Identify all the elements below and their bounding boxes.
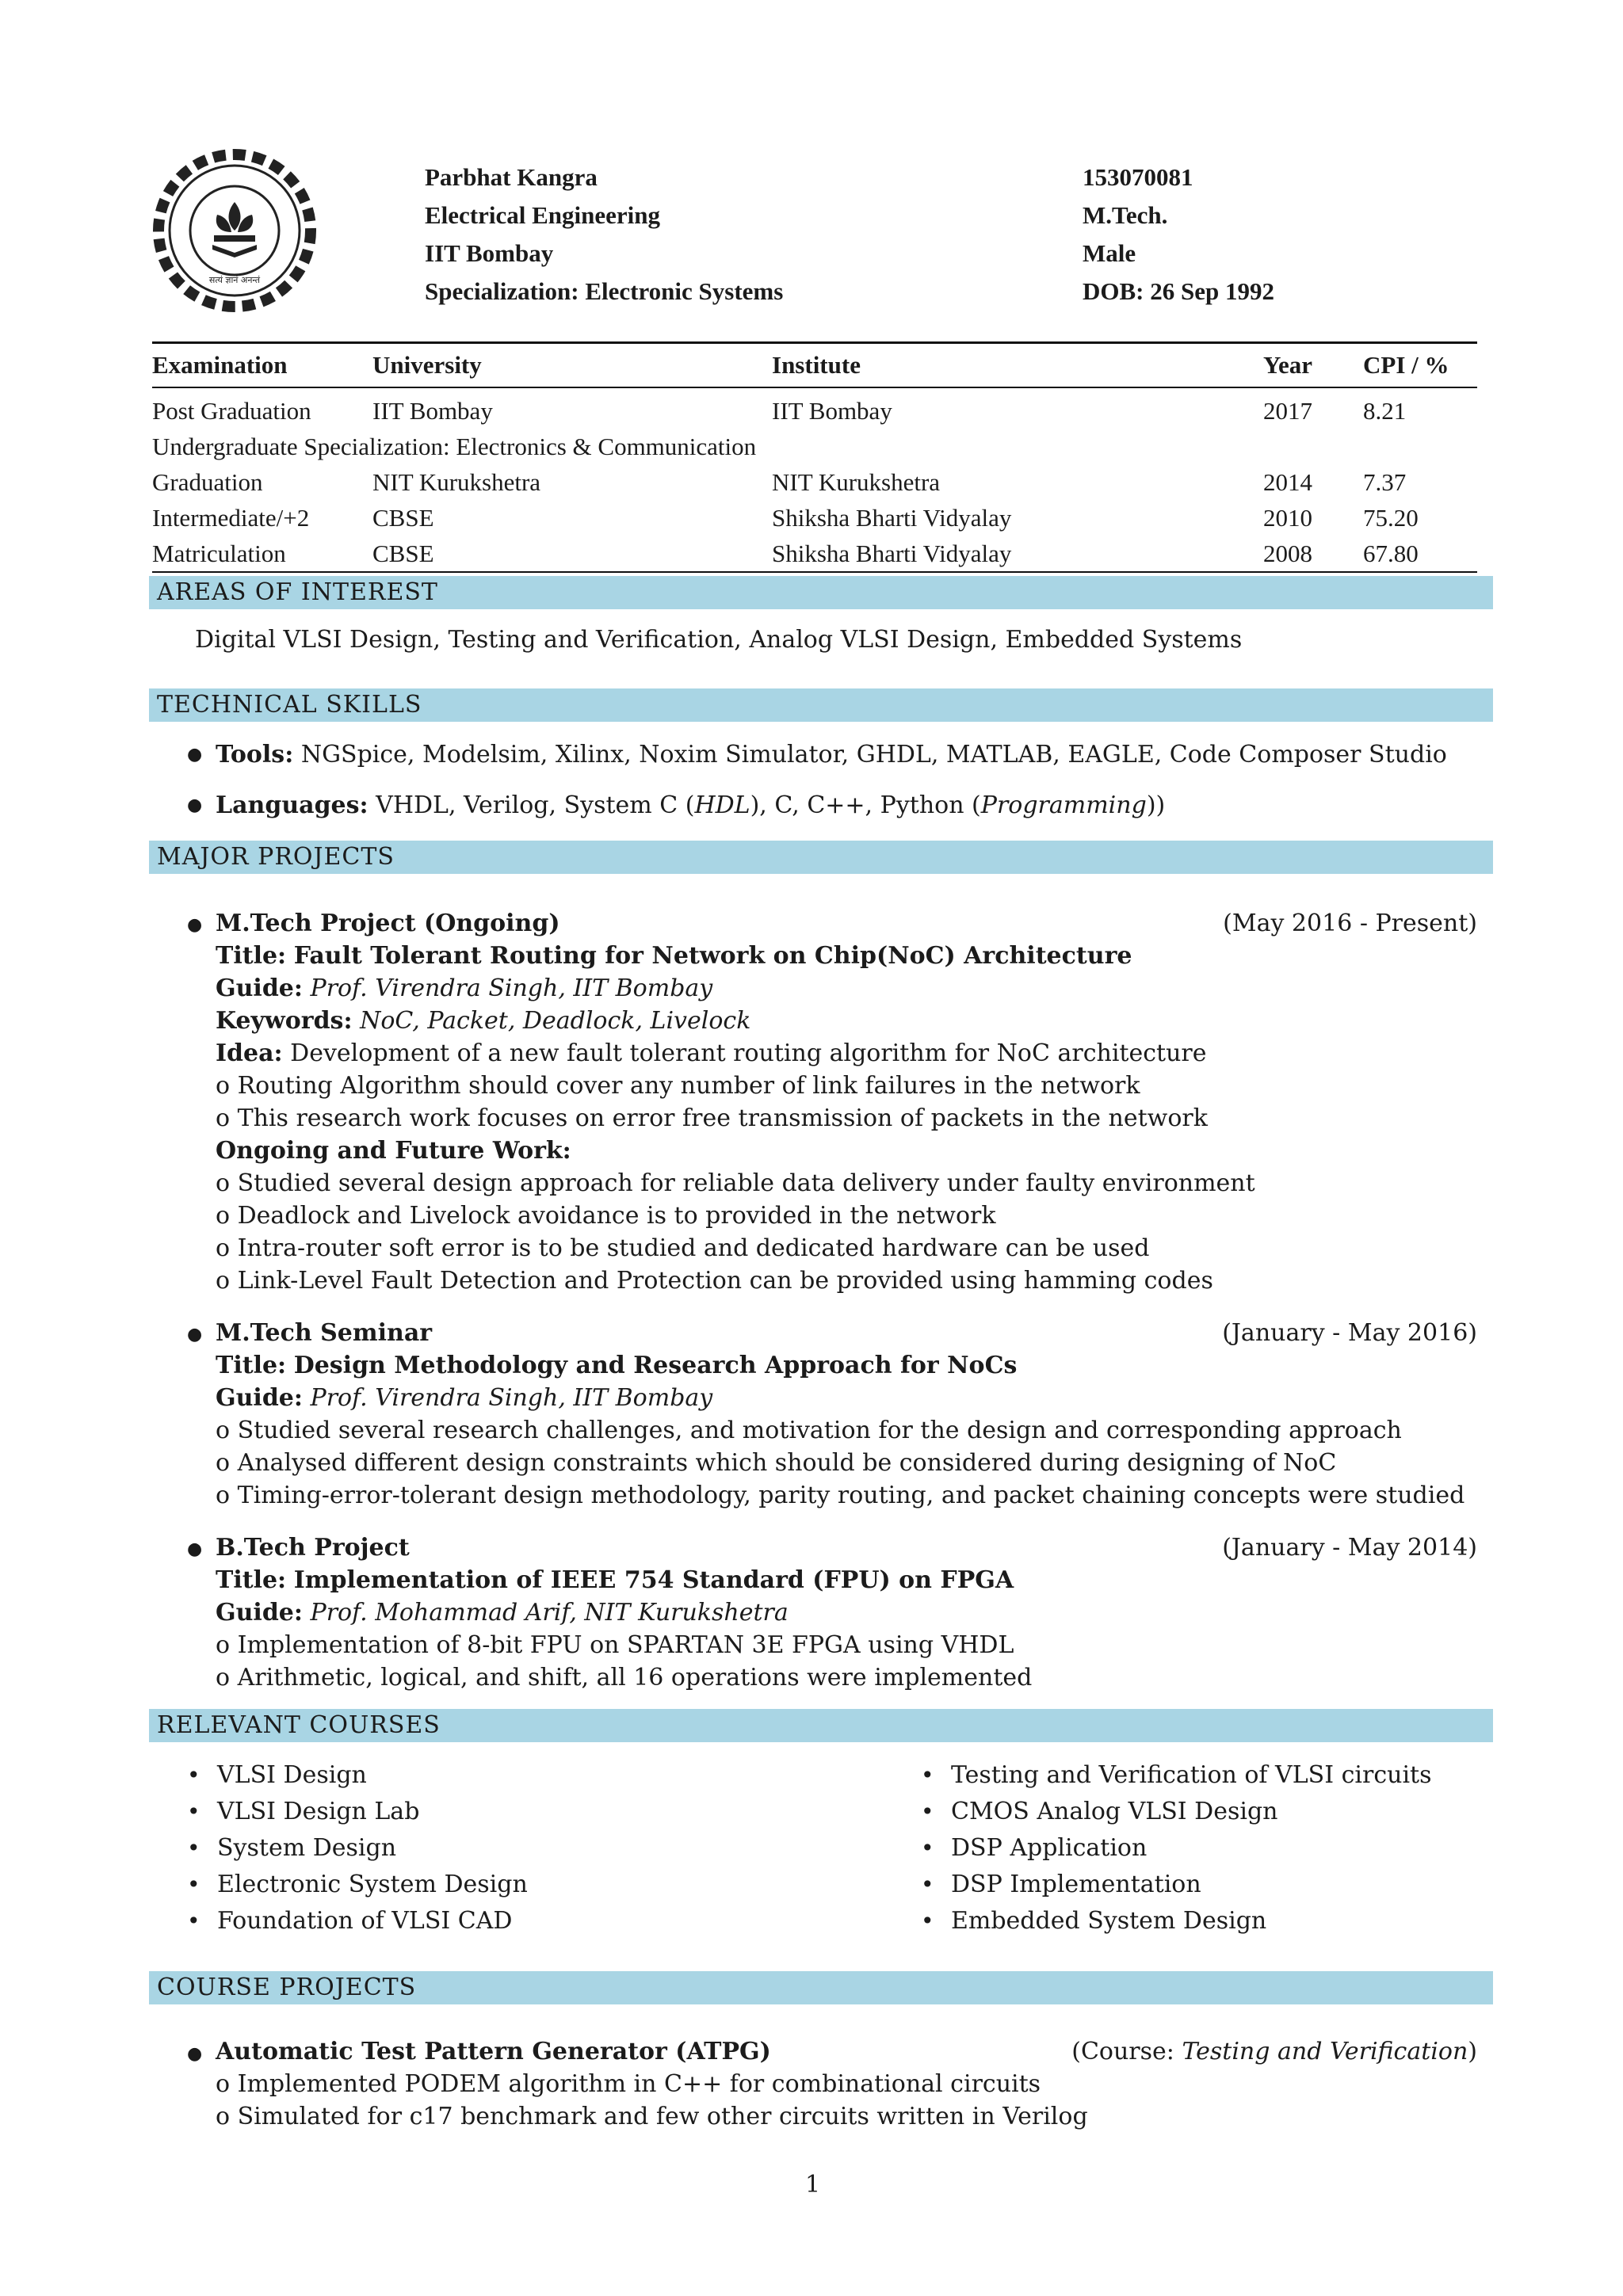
- section-heading-areas: [149, 576, 1493, 609]
- cell: 67.80: [1363, 536, 1477, 572]
- label: Guide:: [216, 974, 303, 1002]
- cell: NIT Kurukshetra: [372, 467, 541, 496]
- section-heading-skills: [149, 688, 1493, 722]
- cell: Graduation: [152, 467, 263, 496]
- list-item: • Embedded System Design: [921, 1903, 1432, 1939]
- course-project-point: o Simulated for c17 benchmark and few other circuits written in Verilog: [216, 2103, 1088, 2130]
- label: Title:: [216, 1566, 287, 1594]
- project-1-point: o Link-Level Fault Detection and Protection can be provided using hamming codes: [216, 1267, 1213, 1295]
- project-2-point: o Studied several research challenges, and motivation for the design and corresponding approach: [216, 1417, 1402, 1444]
- course-project-name: Automatic Test Pattern Generator (ATPG): [216, 2038, 771, 2065]
- bullet: ●: [187, 1325, 203, 1344]
- cell: CBSE: [372, 503, 434, 532]
- cell: CBSE: [372, 536, 772, 572]
- section-heading-course-projects: [149, 1971, 1493, 2004]
- project-3-name: B.Tech Project: [216, 1534, 410, 1562]
- value: Development of a new fault tolerant routing algorithm for NoC architecture: [290, 1039, 1207, 1067]
- education-table: [152, 341, 1477, 573]
- department: Electrical Engineering: [425, 201, 661, 229]
- section-title: AREAS OF INTEREST: [157, 578, 438, 606]
- specialization: Specialization: Electronic Systems: [425, 277, 784, 305]
- col-university: University: [372, 343, 772, 388]
- label: ): [1468, 2038, 1477, 2065]
- institute-name: IIT Bombay: [425, 239, 554, 267]
- cell: 2008: [1263, 536, 1363, 572]
- project-1-point: o Routing Algorithm should cover any number of link failures in the network: [216, 1072, 1140, 1100]
- page-number: 1: [805, 2171, 821, 2199]
- list-item: • VLSI Design: [187, 1757, 528, 1794]
- label: Keywords:: [216, 1007, 353, 1035]
- gender: Male: [1083, 239, 1136, 267]
- cell: Shiksha Bharti Vidyalay: [772, 536, 1263, 572]
- cell: Matriculation: [152, 536, 372, 572]
- svg-text:सत्यं ज्ञानं अनन्तं: सत्यं ज्ञानं अनन्तं: [208, 275, 261, 285]
- label: Idea:: [216, 1039, 283, 1067]
- project-3-point: o Implementation of 8-bit FPU on SPARTAN 3E FPGA using VHDL: [216, 1631, 1014, 1659]
- value: Programming: [980, 791, 1147, 819]
- project-1-point: o Deadlock and Livelock avoidance is to provided in the network: [216, 1202, 996, 1230]
- ug-specialization: Undergraduate Specialization: Electronics & Communication: [152, 432, 757, 460]
- label: Guide:: [216, 1599, 303, 1627]
- course-project-point: o Implemented PODEM algorithm in C++ for combinational circuits: [216, 2070, 1041, 2098]
- project-3-point: o Arithmetic, logical, and shift, all 16 operations were implemented: [216, 1664, 1033, 1691]
- cell: 8.21: [1363, 396, 1407, 425]
- table-row: [152, 536, 1477, 572]
- courses-list-left: [187, 1757, 528, 1939]
- cell: 75.20: [1363, 503, 1419, 532]
- value: Prof. Mohammad Arif, NIT Kurukshetra: [310, 1599, 789, 1627]
- cell: Intermediate/+2: [152, 503, 310, 532]
- table-row-ug-note: [152, 429, 1477, 464]
- project-3-guide: [216, 1596, 789, 1629]
- project-1-point: o This research work focuses on error free transmission of packets in the network: [216, 1104, 1208, 1132]
- project-1-point: o Studied several design approach for reliable data delivery under faulty environment: [216, 1169, 1255, 1197]
- table-row: [152, 387, 1477, 429]
- course-project-course: [1071, 2038, 1477, 2065]
- value: )): [1146, 791, 1166, 819]
- list-item: • VLSI Design Lab: [187, 1794, 528, 1830]
- list-item: • DSP Implementation: [921, 1867, 1432, 1903]
- section-heading-courses: [149, 1709, 1493, 1742]
- student-name: Parbhat Kangra: [425, 163, 598, 191]
- project-1-title: [216, 940, 1132, 972]
- project-1-point: o Intra-router soft error is to be studied and dedicated hardware can be used: [216, 1234, 1150, 1262]
- project-2-name: M.Tech Seminar: [216, 1319, 433, 1347]
- bullet: ●: [187, 795, 203, 815]
- project-2-point: o Analysed different design constraints which should be considered during designing of NoC: [216, 1449, 1337, 1477]
- program: M.Tech.: [1083, 201, 1168, 229]
- list-item: • DSP Application: [921, 1830, 1432, 1867]
- label: Title:: [216, 942, 287, 970]
- project-2-guide: [216, 1382, 712, 1414]
- value: NoC, Packet, Deadlock, Livelock: [360, 1007, 751, 1035]
- iit-bombay-logo: [151, 147, 319, 315]
- bullet: ●: [187, 2044, 203, 2064]
- courses-list-right: [921, 1757, 1432, 1939]
- project-3-date: (January - May 2014): [1222, 1534, 1477, 1562]
- bullet: ●: [187, 745, 203, 765]
- project-1-name: M.Tech Project (Ongoing): [216, 910, 560, 937]
- project-1-date: (May 2016 - Present): [1223, 910, 1477, 937]
- project-1-keywords: [216, 1005, 750, 1037]
- value: Fault Tolerant Routing for Network on Chip(NoC) Architecture: [293, 942, 1132, 970]
- value: Testing and Verification: [1182, 2038, 1468, 2065]
- cell: IIT Bombay: [372, 396, 493, 425]
- skills-languages: [216, 789, 1165, 822]
- table-header-row: [152, 343, 1477, 388]
- label: Tools:: [216, 741, 294, 769]
- section-title: TECHNICAL SKILLS: [157, 691, 422, 719]
- cell: IIT Bombay: [772, 396, 892, 425]
- cell: 2017: [1263, 396, 1312, 425]
- cell: Post Graduation: [152, 396, 311, 425]
- table-row: [152, 500, 1477, 536]
- list-item: • CMOS Analog VLSI Design: [921, 1794, 1432, 1830]
- cell: 2010: [1263, 503, 1312, 532]
- bullet: ●: [187, 915, 203, 935]
- value: Prof. Virendra Singh, IIT Bombay: [310, 1384, 713, 1412]
- list-item: • Foundation of VLSI CAD: [187, 1903, 528, 1939]
- areas-text: Digital VLSI Design, Testing and Verification, Analog VLSI Design, Embedded Systems: [195, 626, 1243, 654]
- roll-number: 153070081: [1083, 163, 1193, 191]
- value: Implementation of IEEE 754 Standard (FPU) on FPGA: [293, 1566, 1014, 1594]
- skills-tools: [216, 738, 1447, 771]
- table-row: [152, 464, 1477, 500]
- label: Guide:: [216, 1384, 303, 1412]
- value: VHDL, Verilog, System C (: [376, 791, 695, 819]
- project-2-date: (January - May 2016): [1222, 1319, 1477, 1347]
- section-heading-projects: [149, 841, 1493, 874]
- bullet: ●: [187, 1539, 203, 1559]
- project-2-point: o Timing-error-tolerant design methodology, parity routing, and packet chaining concepts were studied: [216, 1482, 1465, 1509]
- label: Title:: [216, 1352, 287, 1379]
- section-title: COURSE PROJECTS: [157, 1974, 417, 2001]
- list-item: • System Design: [187, 1830, 528, 1867]
- value: ), C, C++, Python (: [750, 791, 981, 819]
- cell: NIT Kurukshetra: [772, 467, 941, 496]
- project-3-title: [216, 1564, 1014, 1596]
- col-institute: Institute: [772, 343, 1263, 388]
- value: Prof. Virendra Singh, IIT Bombay: [310, 974, 713, 1002]
- project-1-future-label: Ongoing and Future Work:: [216, 1137, 571, 1165]
- cell: Shiksha Bharti Vidyalay: [772, 503, 1012, 532]
- project-1-idea: [216, 1037, 1207, 1070]
- col-examination: Examination: [152, 343, 372, 388]
- col-cpi: CPI / %: [1363, 343, 1477, 388]
- project-1-guide: [216, 972, 712, 1005]
- col-year: Year: [1263, 343, 1363, 388]
- list-item: • Testing and Verification of VLSI circuits: [921, 1757, 1432, 1794]
- value: HDL: [694, 791, 750, 819]
- value: Design Methodology and Research Approach for NoCs: [293, 1352, 1018, 1379]
- project-2-title: [216, 1349, 1017, 1382]
- date-of-birth: DOB: 26 Sep 1992: [1083, 277, 1274, 305]
- section-title: RELEVANT COURSES: [157, 1711, 441, 1739]
- list-item: • Electronic System Design: [187, 1867, 528, 1903]
- section-title: MAJOR PROJECTS: [157, 843, 395, 871]
- value: NGSpice, Modelsim, Xilinx, Noxim Simulator, GHDL, MATLAB, EAGLE, Code Composer Studio: [300, 741, 1447, 769]
- label: Languages:: [216, 791, 369, 819]
- cell: 7.37: [1363, 467, 1407, 496]
- cell: 2014: [1263, 467, 1312, 496]
- label: (Course:: [1071, 2038, 1182, 2065]
